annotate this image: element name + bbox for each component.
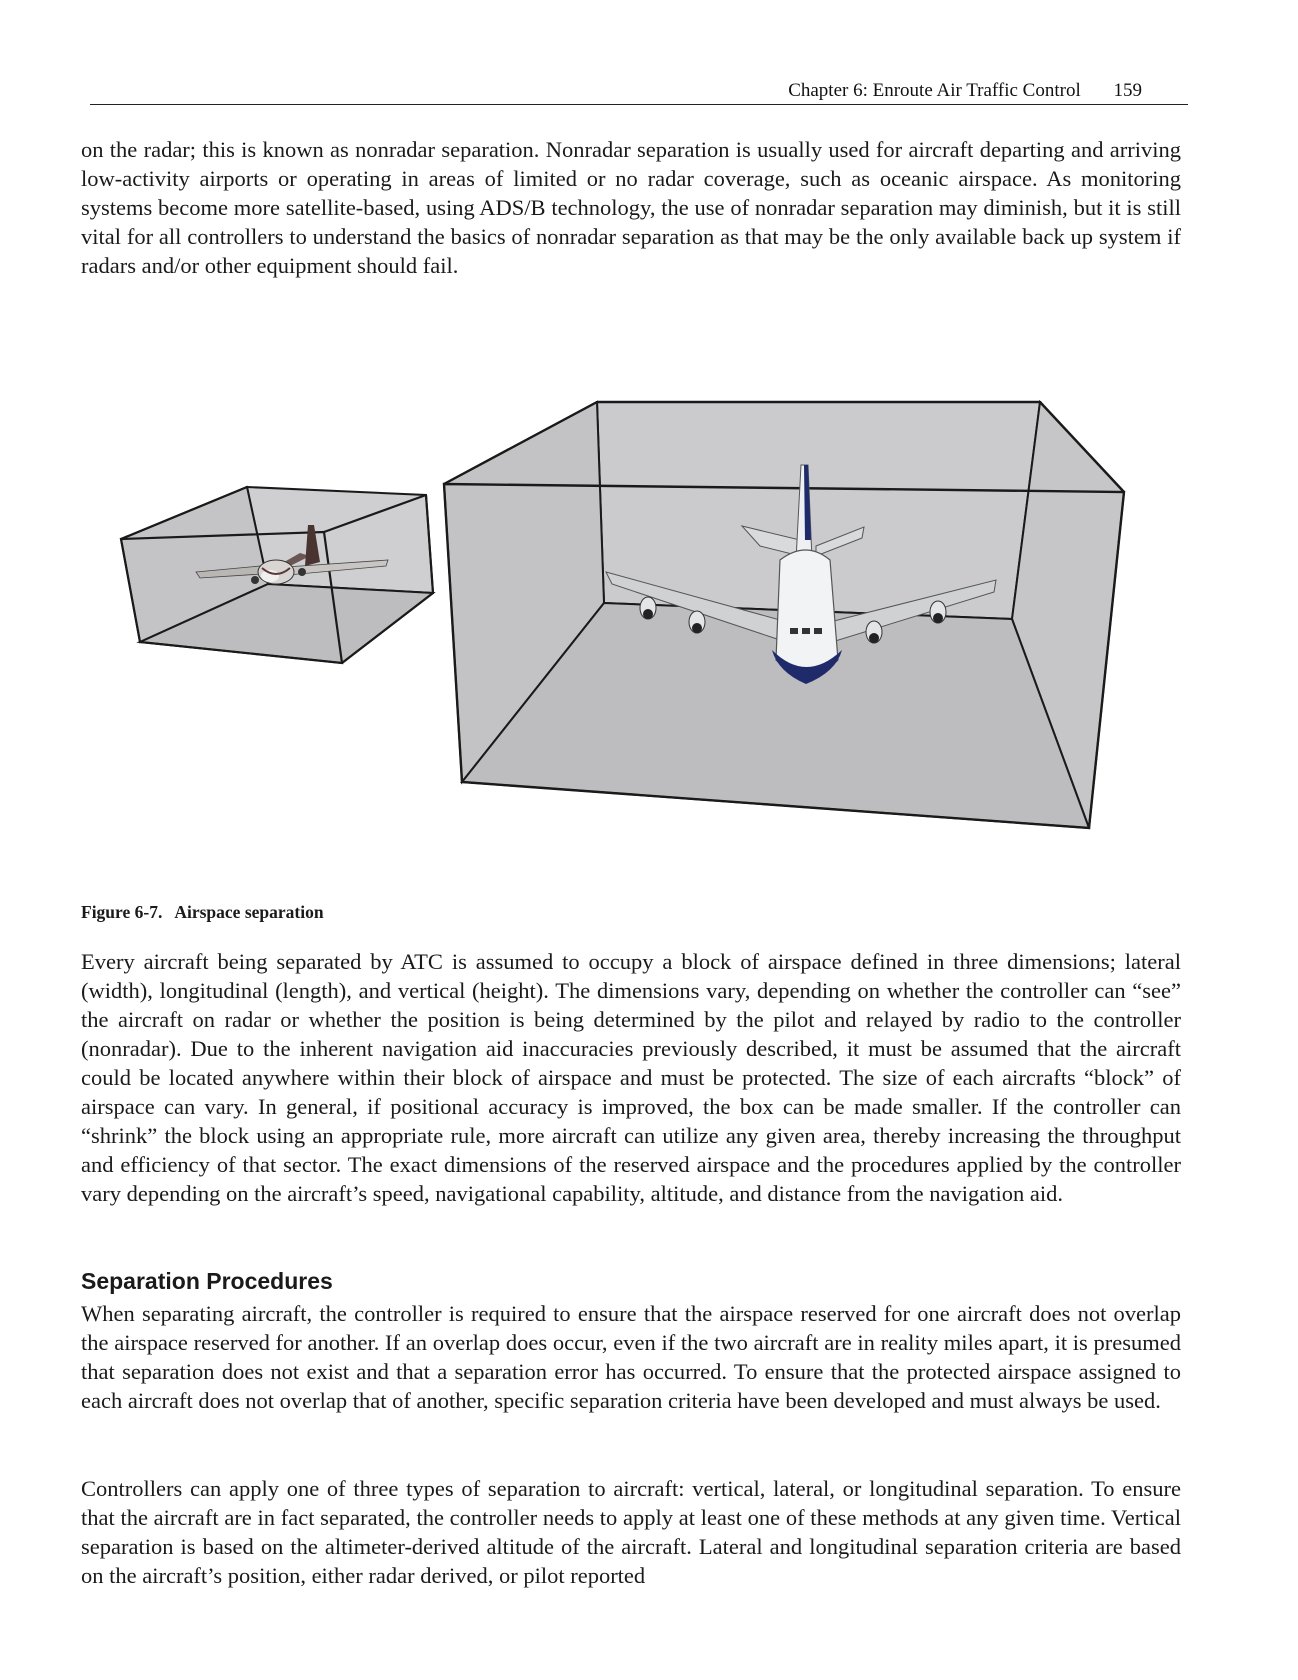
- section-heading: Separation Procedures: [81, 1268, 333, 1294]
- figure-caption: [81, 902, 324, 923]
- paragraph-airspace-block: Every aircraft being separated by ATC is assumed to occupy a block of airspace defined in three dimensions; lateral (width), longitudinal (length), and vertical (height). The dimensions vary, depending on whether the controller can “see” the aircraft on radar or whether the position is being determined by the pilot and relayed by radio to the controller (nonradar). Due to the inherent navigation aid inaccuracies previously described, it must be assumed that the aircraft could be located anywhere within their block of airspace and must be protected. The size of each aircrafts “block” of airspace can vary. In general, if positional accuracy is improved, the box can be made smaller. If the controller can “shrink” the block using an appropriate rule, more aircraft can utilize any given area, thereby increasing the throughput and efficiency of that sector. The exact dimensions of the reserved airspace and the procedures applied by the controller vary depending on the aircraft’s speed, navigational capability, altitude, and distance from the navigation aid.: [81, 949, 1181, 1206]
- paragraph-nonradar: on the radar; this is known as nonradar separation. Nonradar separation is usually used for aircraft departing and arriving low-activity airports or operating in areas of limited or no radar coverage, such as oceanic airspace. As monitoring systems become more satellite-based, using ADS/B technology, the use of nonradar separation may diminish, but it is still vital for all controllers to understand the basics of nonradar separation as that may be the only available back up system if radars and/or other equipment should fail.: [81, 137, 1181, 278]
- figure-label: Figure 6-7.: [81, 902, 163, 922]
- airspace-separation-figure: [0, 380, 1298, 880]
- paragraph-separation-types: Controllers can apply one of three types of separation to aircraft: vertical, lateral, or longitudinal separation. To ensure that the aircraft are in fact separated, the controller needs to apply at least one of these methods at any given time. Vertical separation is based on the altimeter-derived altitude of the aircraft. Lateral and longitudinal separation criteria are based on the aircraft’s position, either radar derived, or pilot reported: [81, 1476, 1181, 1588]
- paragraph-separation-procedures: When separating aircraft, the controller is required to ensure that the airspace reserved for one aircraft does not overlap the airspace reserved for another. If an overlap does occur, even if the two aircraft are in reality miles apart, it is presumed that separation does not exist and that a separation error has occurred. To ensure that the protected airspace assigned to each aircraft does not overlap that of another, specific separation criteria have been developed and must always be used.: [81, 1301, 1181, 1413]
- page-number: 159: [1113, 80, 1142, 101]
- running-header: [90, 80, 1188, 105]
- figure-title: Airspace separation: [174, 902, 324, 922]
- chapter-title: Chapter 6: Enroute Air Traffic Control: [788, 80, 1081, 101]
